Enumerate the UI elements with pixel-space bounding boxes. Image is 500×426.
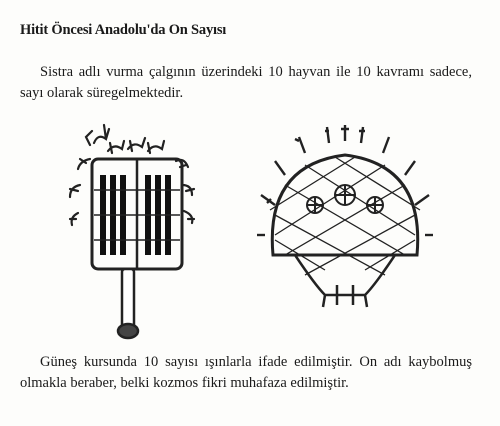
animal-figures: [70, 125, 194, 225]
intro-paragraph: Sistra adlı vurma çalgının üzerindeki 10 hayvan ile 10 kavramı sadece, sayı olarak süregelmektedir.: [20, 64, 472, 101]
sun-disc-illustration: [255, 125, 435, 310]
sistrum-illustration: [50, 115, 210, 345]
sun-rays: [257, 125, 433, 235]
sun-disc-paragraph: Güneş kursunda 10 sayısı ışınlarla ifade edilmiştir. On adı kaybolmuş olmakla beraber, belki kozmos fikri muhafaza edilmiştir.: [20, 354, 472, 391]
section-heading: Hitit Öncesi Anadolu'da On Sayısı: [20, 22, 227, 38]
